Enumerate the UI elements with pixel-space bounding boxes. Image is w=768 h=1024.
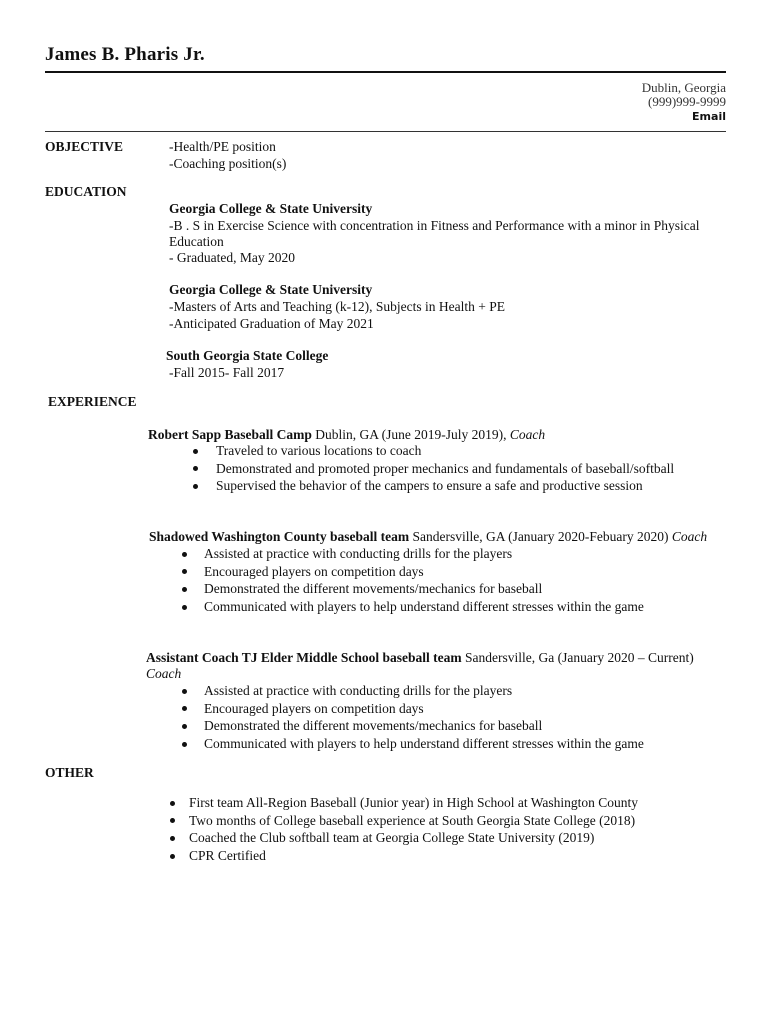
bullet-text: Demonstrated the different movements/mechanics for baseball [204, 718, 543, 734]
bullet-icon [170, 801, 175, 806]
education-detail: -Fall 2015- Fall 2017 [169, 365, 285, 380]
bullet-icon [170, 836, 175, 841]
list-item [182, 717, 644, 735]
objective-line: -Coaching position(s) [169, 156, 287, 171]
education-detail: Education [169, 234, 224, 249]
bullet-text: Encouraged players on competition days [204, 700, 424, 716]
list-item [182, 700, 644, 718]
list-item [182, 682, 644, 700]
list-item [170, 847, 638, 865]
education-detail: - Graduated, May 2020 [169, 250, 295, 265]
other-heading: OTHER [45, 765, 94, 780]
bullet-text: CPR Certified [189, 848, 266, 864]
contact-email[interactable]: Email [692, 110, 726, 123]
bullet-icon [182, 724, 187, 729]
bullet-text: Coached the Club softball team at Georgia College State University (2019) [189, 830, 595, 846]
education-detail: -Anticipated Graduation of May 2021 [169, 316, 374, 331]
bullet-text: Demonstrated the different movements/mechanics for baseball [204, 581, 543, 597]
education-heading: EDUCATION [45, 184, 127, 199]
bullet-text: Assisted at practice with conducting drills for the players [204, 546, 513, 561]
bullet-text: Supervised the behavior of the campers to ensure a safe and productive session [216, 478, 643, 494]
contact-divider [45, 131, 726, 132]
job-title: Robert Sapp Baseball Camp [148, 427, 312, 442]
resume-name: James B. Pharis Jr. [45, 44, 205, 65]
bullet-text: Communicated with players to help understand different stresses within the game [204, 599, 644, 615]
other-bullet-list [170, 794, 638, 865]
bullet-icon [182, 552, 187, 557]
job-title: Assistant Coach TJ Elder Middle School baseball team [146, 650, 462, 665]
list-item [182, 580, 644, 598]
bullet-text: Communicated with players to help understand different stresses within the game [204, 736, 644, 752]
list-item [193, 460, 674, 478]
education-school: Georgia College & State University [169, 201, 373, 216]
list-item [182, 598, 644, 616]
objective-line: -Health/PE position [169, 139, 276, 154]
bullet-icon [182, 605, 187, 610]
job-bullet-list [182, 682, 644, 753]
list-item [182, 545, 644, 563]
education-school: Georgia College & State University [169, 282, 373, 297]
job-details: Sandersville, GA (January 2020-Febuary 2020) [409, 529, 672, 544]
bullet-text: Traveled to various locations to coach [216, 443, 422, 458]
list-item [170, 812, 638, 830]
bullet-icon [193, 484, 198, 489]
job-role: Coach [671, 529, 708, 544]
objective-heading: OBJECTIVE [45, 139, 124, 154]
bullet-icon [193, 449, 198, 454]
bullet-text: Demonstrated and promoted proper mechanics and fundamentals of baseball/softball [216, 460, 675, 476]
bullet-text: Encouraged players on competition days [204, 563, 424, 579]
job-header [146, 650, 694, 666]
contact-phone: (999)999-9999 [648, 94, 726, 109]
bullet-icon [182, 587, 187, 592]
education-school: South Georgia State College [166, 348, 329, 363]
job-details: Sandersville, Ga (January 2020 – Current) [461, 650, 694, 665]
job-header [149, 529, 707, 545]
bullet-icon [182, 689, 187, 694]
list-item [193, 442, 674, 460]
bullet-icon [182, 742, 187, 747]
contact-city: Dublin, Georgia [641, 80, 726, 95]
bullet-text: Two months of College baseball experience at South Georgia State College (2018) [189, 812, 636, 828]
bullet-text: Assisted at practice with conducting drills for the players [204, 683, 513, 698]
list-item [170, 794, 638, 812]
bullet-icon [170, 854, 175, 859]
job-header [148, 427, 545, 443]
experience-heading: EXPERIENCE [48, 394, 137, 409]
job-bullet-list [182, 545, 644, 616]
education-detail: -Masters of Arts and Teaching (k-12), Subjects in Health + PE [169, 299, 505, 314]
header-divider [45, 71, 726, 73]
job-role: Coach [146, 666, 182, 681]
bullet-text: First team All-Region Baseball (Junior year) in High School at Washington County [189, 795, 638, 810]
job-bullet-list [193, 442, 674, 495]
list-item [193, 477, 674, 495]
list-item [182, 735, 644, 753]
job-title: Shadowed Washington County baseball team [149, 529, 410, 544]
job-role: Coach [509, 427, 546, 442]
education-detail: -B . S in Exercise Science with concentration in Fitness and Performance with a minor in Physical [169, 218, 700, 233]
list-item [170, 829, 638, 847]
list-item [182, 563, 644, 581]
job-details: Dublin, GA (June 2019-July 2019), [311, 427, 510, 442]
